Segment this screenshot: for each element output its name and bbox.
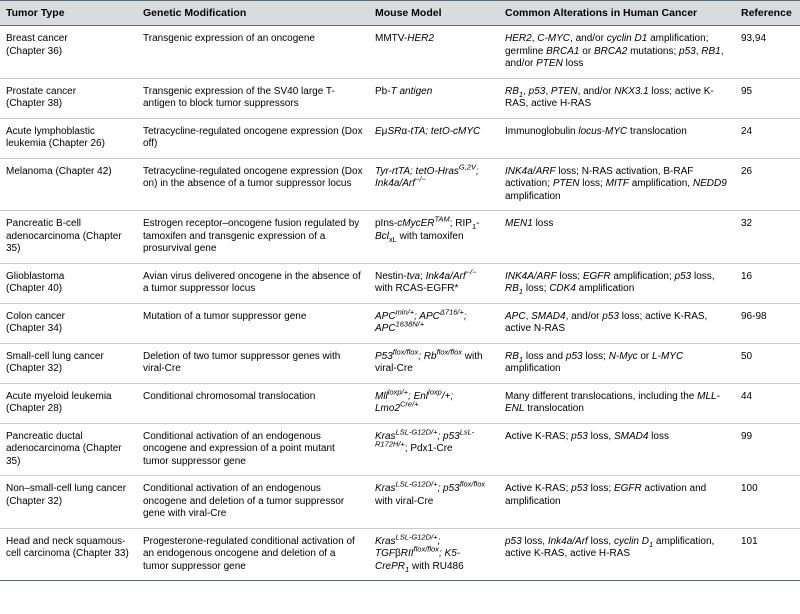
cell-tumor-type: Prostate cancer (Chapter 38) xyxy=(0,78,137,118)
cell-genetic-modification: Estrogen receptor–oncogene fusion regulated by tamoxifen and transgenic expression of a prosurvival gene xyxy=(137,211,369,264)
cell-tumor-type: Glioblastoma (Chapter 40) xyxy=(0,263,137,303)
table-row xyxy=(0,26,800,79)
cell-common-alterations: HER2, C-MYC, and/or cyclin D1 amplification; germline BRCA1 or BRCA2 mutations; p53, RB1, and/or PTEN loss xyxy=(499,26,735,79)
cell-reference: 96-98 xyxy=(735,303,800,343)
cell-common-alterations: INK4A/ARF loss; EGFR amplification; p53 loss, $RB_1$ loss; CDK4 amplification xyxy=(499,263,735,303)
column-header-common-alterations: Common Alterations in Human Cancer xyxy=(499,1,735,26)
table-row xyxy=(0,303,800,343)
cell-reference: 50 xyxy=(735,343,800,383)
cell-common-alterations: p53 loss, Ink4a/Arf loss, cyclin $D_1$ amplification, active K-RAS, active H-RAS xyxy=(499,528,735,581)
column-header-genetic-modification: Genetic Modification xyxy=(137,1,369,26)
cell-genetic-modification: Tetracycline-regulated oncogene expression (Dox off) xyxy=(137,118,369,158)
cell-mouse-model: Kras$^{LSL-G12D/+}$; TGFβRII$^{flox/flox}$; K5-CrePR$_1$ with RU486 xyxy=(369,528,499,581)
cell-reference: 93,94 xyxy=(735,26,800,79)
table-row xyxy=(0,343,800,383)
column-header-reference: Reference xyxy=(735,1,800,26)
table-row xyxy=(0,423,800,476)
cell-reference: 32 xyxy=(735,211,800,264)
cell-tumor-type: Head and neck squamous-cell carcinoma (Chapter 33) xyxy=(0,528,137,581)
cell-reference: 16 xyxy=(735,263,800,303)
cell-reference: 24 xyxy=(735,118,800,158)
cell-genetic-modification: Transgenic expression of the SV40 large T-antigen to block tumor suppressors xyxy=(137,78,369,118)
cell-tumor-type: Acute myeloid leukemia (Chapter 28) xyxy=(0,383,137,423)
cell-reference: 95 xyxy=(735,78,800,118)
cell-tumor-type: Pancreatic B-cell adenocarcinoma (Chapter 35) xyxy=(0,211,137,264)
cell-common-alterations: Active K-RAS; p53 loss; EGFR activation and amplification xyxy=(499,476,735,529)
cell-mouse-model: Nestin-tva; Ink4a/Arf−/− with RCAS-EGFR* xyxy=(369,263,499,303)
cell-genetic-modification: Conditional activation of an endogenous oncogene and expression of a point mutant tumor suppressor gene xyxy=(137,423,369,476)
table-row xyxy=(0,263,800,303)
cell-tumor-type: Small-cell lung cancer (Chapter 32) xyxy=(0,343,137,383)
table-row xyxy=(0,158,800,211)
cell-reference: 101 xyxy=(735,528,800,581)
cell-genetic-modification: Transgenic expression of an oncogene xyxy=(137,26,369,79)
column-header-mouse-model: Mouse Model xyxy=(369,1,499,26)
cell-genetic-modification: Conditional chromosomal translocation xyxy=(137,383,369,423)
cell-mouse-model: $P53^{flox/flox}$; $Rb^{flox/flox}$ with viral-Cre xyxy=(369,343,499,383)
cell-mouse-model: Mll$^{loxp/+}$; Enl$^{loxp}$/+; $Lmo2^{Cre/+}$ xyxy=(369,383,499,423)
cell-mouse-model: Kras$^{LSL-G12D/+}$; $p53^{LsL-R172H/+}$; Pdx1-Cre xyxy=(369,423,499,476)
table-row xyxy=(0,528,800,581)
cell-reference: 100 xyxy=(735,476,800,529)
cell-genetic-modification: Avian virus delivered oncogene in the absence of a tumor suppressor locus xyxy=(137,263,369,303)
cell-tumor-type: Acute lymphoblastic leukemia (Chapter 26) xyxy=(0,118,137,158)
cell-genetic-modification: Mutation of a tumor suppressor gene xyxy=(137,303,369,343)
cell-reference: 44 xyxy=(735,383,800,423)
cell-mouse-model: EμSRα-tTA; tetO-cMYC xyxy=(369,118,499,158)
cell-tumor-type: Non–small-cell lung cancer (Chapter 32) xyxy=(0,476,137,529)
cell-reference: 26 xyxy=(735,158,800,211)
cell-genetic-modification: Tetracycline-regulated oncogene expression (Dox on) in the absence of a tumor suppressor locus xyxy=(137,158,369,211)
cell-genetic-modification: Conditional activation of an endogenous oncogene and deletion of a tumor suppressor gene with viral-Cre xyxy=(137,476,369,529)
column-header-tumor-type: Tumor Type xyxy=(0,1,137,26)
cell-common-alterations: APC, SMAD4, and/or p53 loss; active K-RAS, active N-RAS xyxy=(499,303,735,343)
cell-genetic-modification: Progesterone-regulated conditional activation of an endogenous oncogene and deletion of a tumor suppressor gene xyxy=(137,528,369,581)
table-row xyxy=(0,476,800,529)
cell-mouse-model: Pb-T antigen xyxy=(369,78,499,118)
cell-mouse-model: pIns-cMycER$^{TAM}$; $RIP_1-Bcl_{xL}$ with tamoxifen xyxy=(369,211,499,264)
cell-tumor-type: Colon cancer (Chapter 34) xyxy=(0,303,137,343)
cell-mouse-model: MMTV-HER2 xyxy=(369,26,499,79)
table-row xyxy=(0,383,800,423)
table-row xyxy=(0,211,800,264)
cell-genetic-modification: Deletion of two tumor suppressor genes with viral-Cre xyxy=(137,343,369,383)
cell-common-alterations: Immunoglobulin locus-MYC translocation xyxy=(499,118,735,158)
cell-common-alterations: $RB_1$, p53, PTEN, and/or NKX3.1 loss; active K-RAS, active H-RAS xyxy=(499,78,735,118)
cell-common-alterations: MEN1 loss xyxy=(499,211,735,264)
table-header-row xyxy=(0,1,800,26)
table-header xyxy=(0,1,800,26)
cell-tumor-type: Pancreatic ductal adenocarcinoma (Chapter 35) xyxy=(0,423,137,476)
cell-tumor-type: Melanoma (Chapter 42) xyxy=(0,158,137,211)
cell-tumor-type: Breast cancer (Chapter 36) xyxy=(0,26,137,79)
cell-common-alterations: INK4a/ARF loss; N-RAS activation, B-RAF activation; PTEN loss; MITF amplification, NEDD9 amplification xyxy=(499,158,735,211)
cell-mouse-model: $APC^{min/+}$; $APC^{\Delta 716/+}$; $APC^{1638N/+}$ xyxy=(369,303,499,343)
table-row xyxy=(0,118,800,158)
cell-mouse-model: Tyr-rtTA; tetO-Hras$^{G,2V}$; Ink4a/Arf−/− xyxy=(369,158,499,211)
cell-common-alterations: Active K-RAS; p53 loss, SMAD4 loss xyxy=(499,423,735,476)
table-body xyxy=(0,26,800,581)
cell-reference: 99 xyxy=(735,423,800,476)
cell-common-alterations: $RB_1$ loss and p53 loss; N-Myc or L-MYC amplification xyxy=(499,343,735,383)
cell-mouse-model: Kras$^{LSL-G12D/+}$; $p53^{flox/flox}$ with viral-Cre xyxy=(369,476,499,529)
table-row xyxy=(0,78,800,118)
cell-common-alterations: Many different translocations, including the MLL-ENL translocation xyxy=(499,383,735,423)
